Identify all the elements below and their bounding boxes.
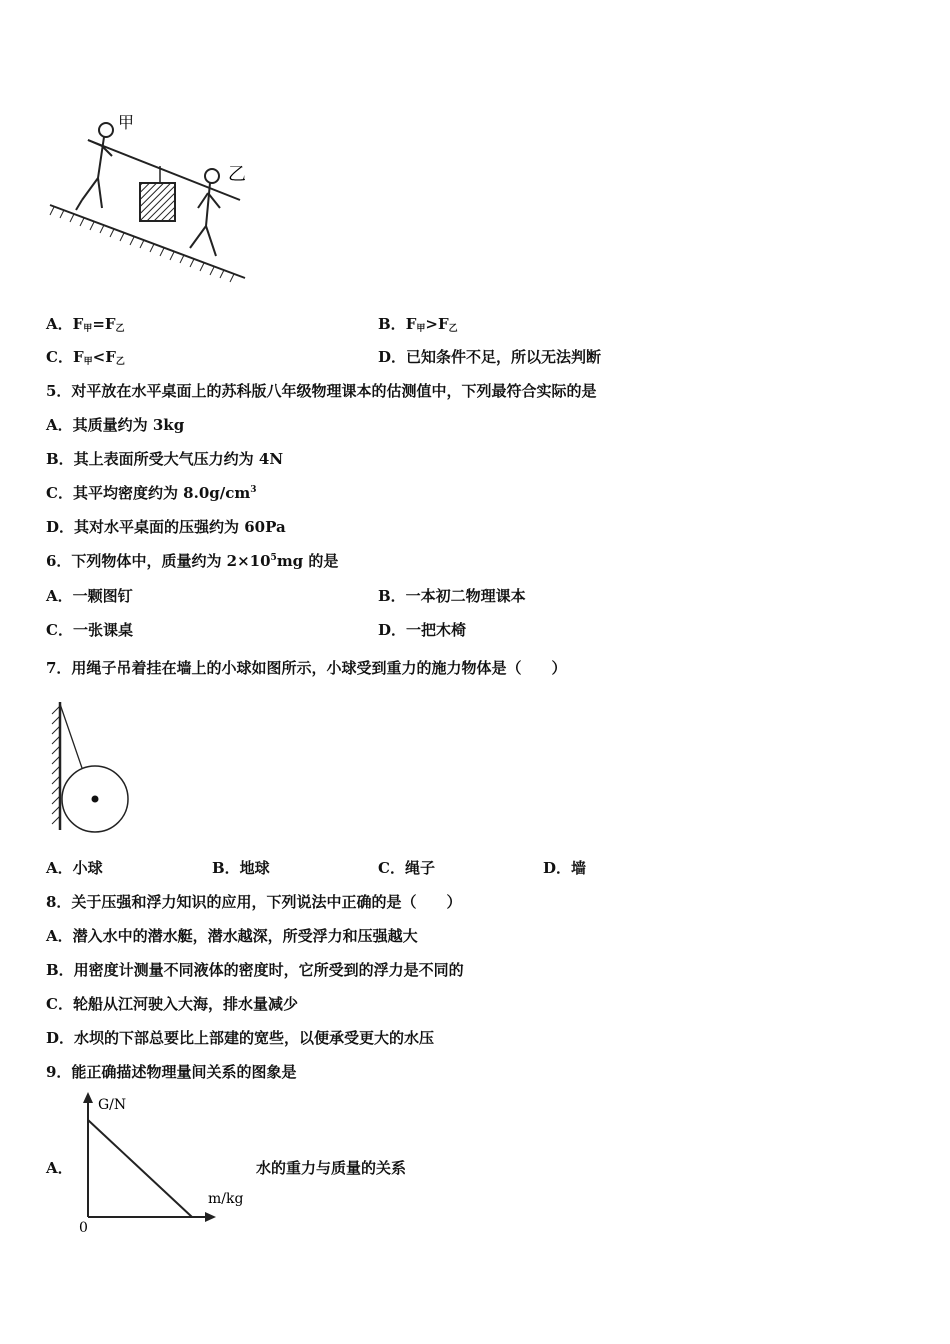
q7-option-c[interactable]: C．绳子 bbox=[378, 859, 435, 877]
q8-stem: 8．关于压强和浮力知识的应用，下列说法中正确的是（ ） bbox=[46, 893, 462, 911]
q8-option-d[interactable]: D．水坝的下部总要比上部建的宽些，以便承受更大的水压 bbox=[46, 1029, 435, 1047]
q6-option-a[interactable]: A．一颗图钉 bbox=[46, 587, 133, 605]
q8-option-c[interactable]: C．轮船从江河驶入大海，排水量减少 bbox=[46, 995, 298, 1013]
q9-graph bbox=[70, 1090, 255, 1235]
q4-option-c[interactable]: C．$F_甲<F_乙$ bbox=[46, 348, 125, 367]
q9-x-label: m/kg bbox=[208, 1191, 244, 1207]
q8-option-b[interactable]: B．用密度计测量不同液体的密度时，它所受到的浮力是不同的 bbox=[46, 961, 464, 979]
q5-option-d[interactable]: D．其对水平桌面的压强约为 60Pa bbox=[46, 518, 286, 536]
q7-option-b[interactable]: B．地球 bbox=[212, 859, 270, 877]
q6-stem: 6．下列物体中，质量约为 $2\times 10^5mg$ 的是 bbox=[46, 552, 339, 570]
q9-stem: 9．能正确描述物理量间关系的图象是 bbox=[46, 1063, 297, 1081]
q7-stem: 7．用绳子吊着挂在墙上的小球如图所示，小球受到重力的施力物体是（ ） bbox=[46, 659, 567, 677]
q5-stem: 5．对平放在水平桌面上的苏科版八年级物理课本的估测值中，下列最符合实际的是 bbox=[46, 382, 597, 400]
q6-option-b[interactable]: B．一本初二物理课本 bbox=[378, 587, 526, 605]
q6-option-c[interactable]: C．一张课桌 bbox=[46, 621, 133, 639]
q9-option-a-key[interactable]: A． bbox=[46, 1159, 73, 1177]
q4-figure bbox=[40, 108, 260, 288]
q4-option-b[interactable]: B．$F_甲>F_乙$ bbox=[378, 315, 458, 334]
q5-option-c[interactable]: C．其平均密度约为 $8.0g/cm^3$ bbox=[46, 484, 257, 502]
q6-option-d[interactable]: D．一把木椅 bbox=[378, 621, 467, 639]
q4-label-jia: 甲 bbox=[118, 113, 135, 132]
q9-graph-line bbox=[88, 1120, 192, 1217]
q9-y-label: G/N bbox=[98, 1097, 127, 1113]
q4-label-yi: 乙 bbox=[228, 164, 246, 185]
q7-option-a[interactable]: A．小球 bbox=[46, 859, 103, 877]
q8-option-a[interactable]: A．潜入水中的潜水艇，潜水越深，所受浮力和压强越大 bbox=[46, 927, 418, 945]
q4-option-d[interactable]: D．已知条件不足，所以无法判断 bbox=[378, 348, 602, 366]
q9-origin-label: 0 bbox=[79, 1220, 88, 1235]
q5-option-a[interactable]: A．其质量约为 3kg bbox=[46, 416, 185, 434]
q4-option-a[interactable]: A．$F_甲=F_乙$ bbox=[46, 315, 125, 334]
q5-option-b[interactable]: B．其上表面所受大气压力约为 4N bbox=[46, 450, 284, 468]
q7-option-d[interactable]: D．墙 bbox=[543, 859, 587, 877]
q7-figure bbox=[44, 700, 144, 835]
q9-option-a-caption: 水的重力与质量的关系 bbox=[256, 1159, 407, 1177]
